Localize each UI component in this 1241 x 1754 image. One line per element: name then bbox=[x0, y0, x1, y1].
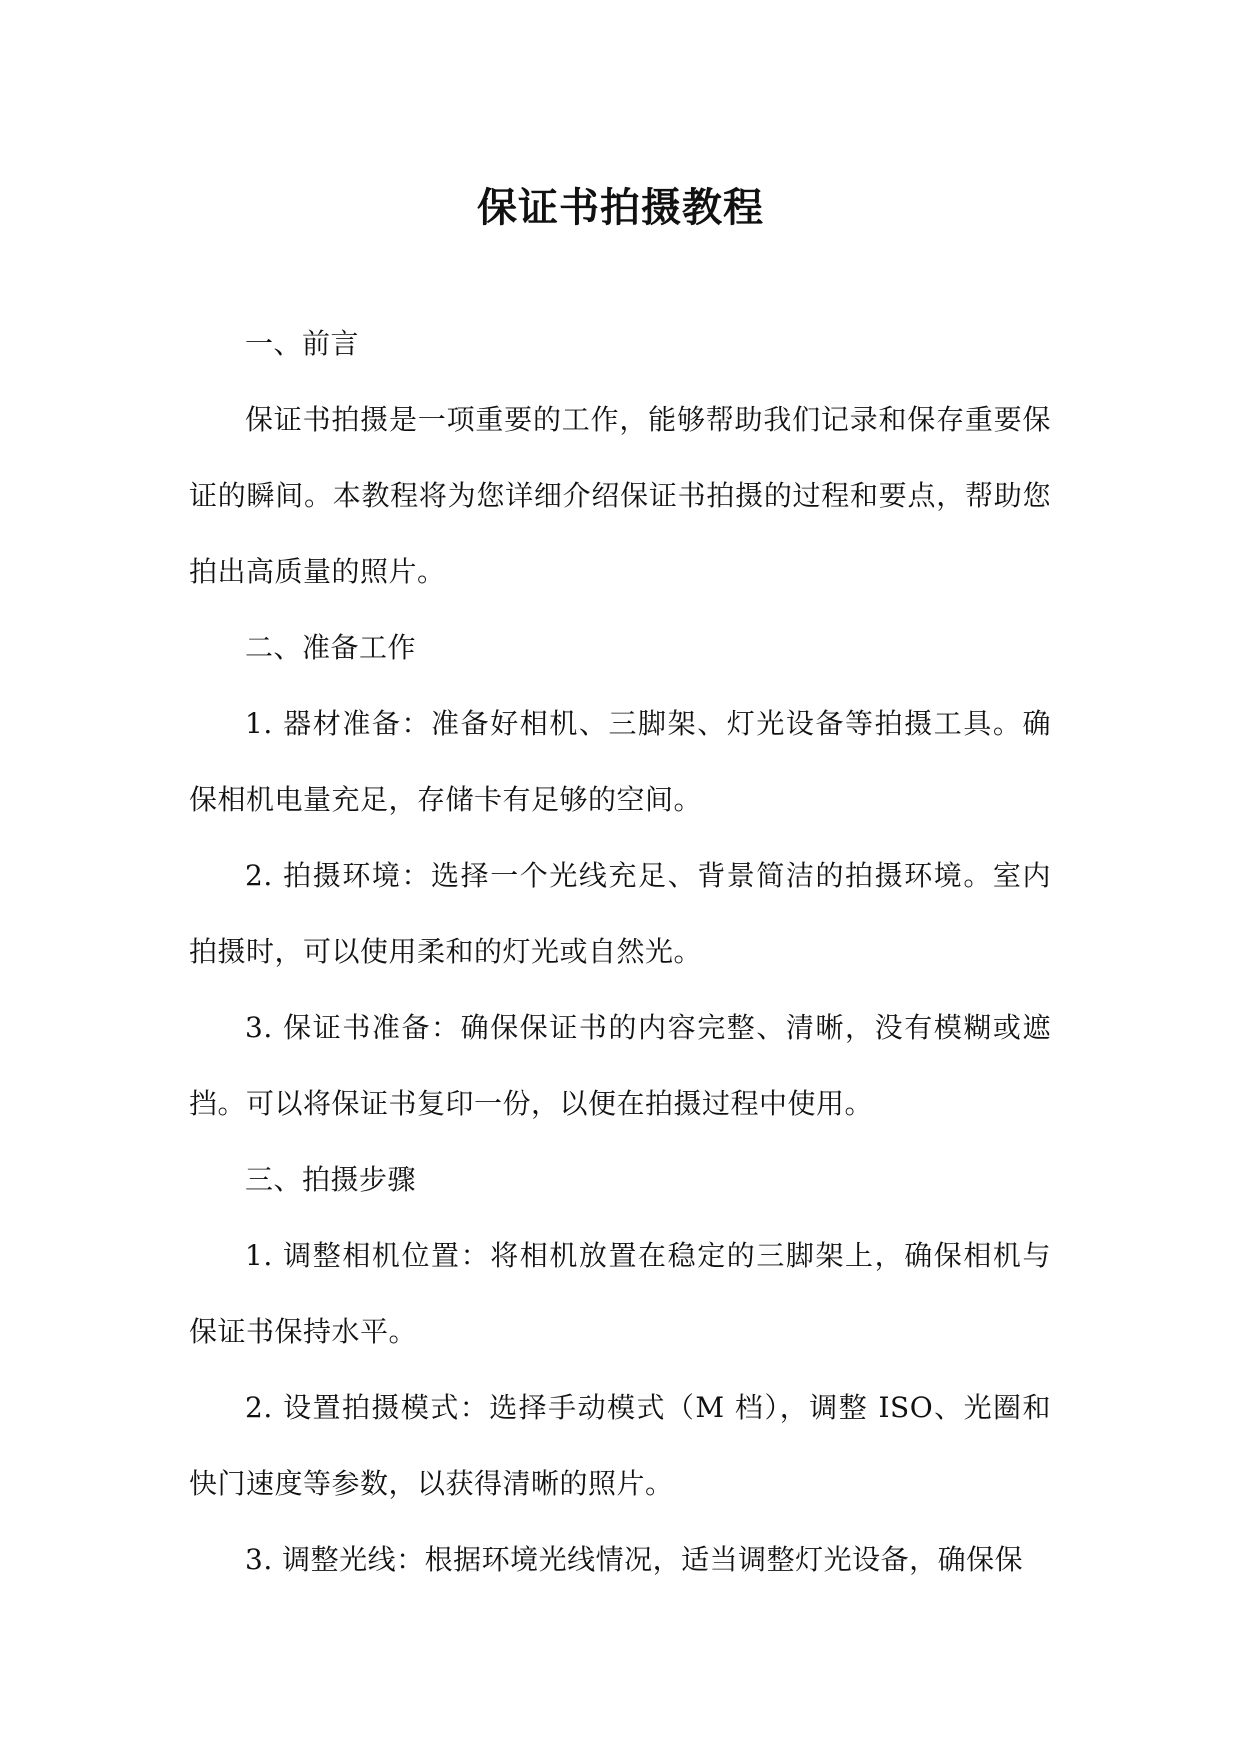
section-heading-steps: 三、拍摄步骤 bbox=[245, 1163, 417, 1196]
list-item-document-prep: 3. 保证书准备：确保保证书的内容完整、清晰，没有模糊或遮挡。可以将保证书复印一份，以便在拍摄过程中使用。 bbox=[189, 1011, 1051, 1120]
section-heading-preface: 一、前言 bbox=[245, 327, 360, 360]
section-heading-preparation: 二、准备工作 bbox=[245, 631, 417, 664]
list-item-environment: 2. 拍摄环境：选择一个光线充足、背景简洁的拍摄环境。室内拍摄时，可以使用柔和的灯光或自然光。 bbox=[189, 859, 1051, 968]
document-title: 保证书拍摄教程 bbox=[477, 184, 764, 231]
list-item-shooting-mode: 2. 设置拍摄模式：选择手动模式（M 档），调整 ISO、光圈和快门速度等参数，以获得清晰的照片。 bbox=[189, 1391, 1051, 1500]
list-item-lighting: 3. 调整光线：根据环境光线情况，适当调整灯光设备，确保保 bbox=[245, 1543, 1024, 1576]
document-body bbox=[189, 306, 1051, 1598]
paragraph-intro: 保证书拍摄是一项重要的工作，能够帮助我们记录和保存重要保证的瞬间。本教程将为您详细介绍保证书拍摄的过程和要点，帮助您拍出高质量的照片。 bbox=[189, 403, 1051, 588]
list-item-equipment: 1. 器材准备：准备好相机、三脚架、灯光设备等拍摄工具。确保相机电量充足，存储卡有足够的空间。 bbox=[189, 707, 1051, 816]
list-item-camera-position: 1. 调整相机位置：将相机放置在稳定的三脚架上，确保相机与保证书保持水平。 bbox=[189, 1239, 1051, 1348]
